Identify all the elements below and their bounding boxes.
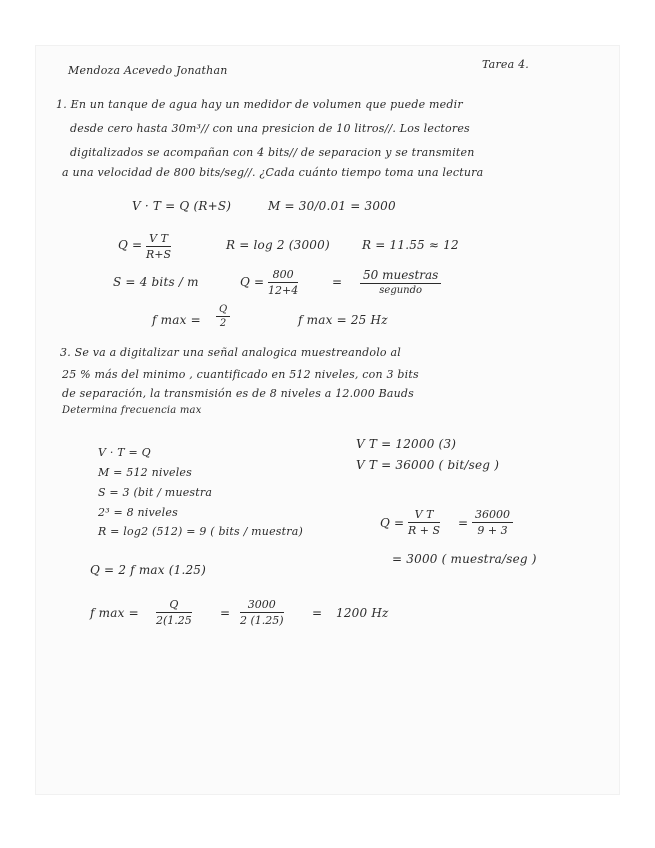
p3-eq-vt: V · T = Q [98, 446, 151, 459]
p3-fmax-den-1: 2(1.25 [156, 614, 192, 627]
problem1-line-3: digitalizados se acompañan con 4 bits// de separacion y se transmiten [70, 146, 475, 159]
p1-fmax-den: 2 [219, 318, 227, 329]
p3-eq-levels: 2³ = 8 niveles [98, 506, 178, 519]
assignment-title: Tarea 4. [482, 58, 529, 71]
problem3-line-1: 3. Se va a digitalizar una señal analogica muestreandolo al [60, 346, 401, 359]
p1-r-log: R = log 2 (3000) [226, 238, 330, 252]
p3-fmax-den-2: 2 (1.25) [240, 614, 284, 627]
p1-q2-result-num: 50 muestras [360, 268, 441, 284]
p1-fmax-label: f max = [152, 313, 201, 327]
problem3-line-2: 25 % más del minimo , cuantificado en 512 niveles, con 3 bits [62, 368, 419, 381]
p3-q-label: Q = [380, 516, 405, 530]
problem1-line-4: a una velocidad de 800 bits/seg//. ¿Cada cuánto tiempo toma una lectura [62, 166, 484, 179]
p3-q-den: R + S [408, 524, 441, 537]
p3-eq-r: R = log2 (512) = 9 ( bits / muestra) [98, 525, 303, 538]
student-name: Mendoza Acevedo Jonathan [68, 64, 228, 77]
p3-fmax-fraction-2 [240, 598, 284, 627]
p3-vt-2: V T = 36000 ( bit/seg ) [356, 458, 500, 472]
p3-q-den-2: 9 + 3 [477, 524, 508, 537]
p1-q2-fraction [268, 268, 298, 297]
p1-q-num: V T [146, 232, 171, 247]
p3-eq-s: S = 3 (bit / muestra [98, 486, 213, 499]
p1-fmax-fraction [216, 304, 230, 329]
p1-fmax-value: f max = 25 Hz [298, 313, 388, 327]
p3-fmax-num-2: 3000 [240, 598, 284, 613]
p3-q-equals: = [458, 516, 469, 530]
p1-q-den: R+S [146, 248, 172, 261]
p1-q2-num: 800 [268, 268, 298, 283]
p3-q-fraction-2 [472, 508, 513, 537]
p3-fmax-equals-2: = [312, 606, 323, 620]
p1-q2-label: Q = [240, 275, 265, 289]
p1-q2-den: 12+4 [268, 284, 299, 297]
p1-eq-m: M = 30/0.01 = 3000 [268, 199, 396, 213]
p3-fmax-fraction-1 [156, 598, 192, 627]
p1-q-fraction [146, 232, 171, 261]
problem3-line-4: Determina frecuencia max [62, 405, 202, 416]
p1-eq-vt: V · T = Q (R+S) [132, 199, 232, 213]
p1-q-label: Q = [118, 238, 143, 252]
p1-r-value: R = 11.55 ≈ 12 [362, 238, 459, 252]
p3-q-num: V T [408, 508, 440, 523]
p3-q-result: = 3000 ( muestra/seg ) [392, 552, 537, 566]
problem3-line-3: de separación, la transmisión es de 8 niveles a 12.000 Bauds [62, 387, 414, 400]
problem1-line-2: desde cero hasta 30m³// con una presicion de 10 litros//. Los lectores [70, 122, 470, 135]
p3-q-fmax: Q = 2 f max (1.25) [90, 563, 207, 577]
p1-fmax-num: Q [216, 304, 230, 317]
p3-q-num-2: 36000 [472, 508, 513, 523]
p3-fmax-equals-1: = [220, 606, 231, 620]
p1-q2-equals: = [332, 275, 343, 289]
p3-eq-m: M = 512 niveles [98, 466, 192, 479]
p3-q-fraction [408, 508, 440, 537]
p1-s-value: S = 4 bits / m [113, 275, 199, 289]
p3-fmax-label: f max = [90, 606, 139, 620]
p3-fmax-result: 1200 Hz [336, 606, 389, 620]
p3-vt-1: V T = 12000 (3) [356, 437, 457, 451]
p1-q2-result [360, 268, 441, 296]
p1-q2-result-den: segundo [379, 285, 423, 296]
problem1-line-1: 1. En un tanque de agua hay un medidor de volumen que puede medir [56, 98, 463, 111]
p3-fmax-num-1: Q [156, 598, 192, 613]
